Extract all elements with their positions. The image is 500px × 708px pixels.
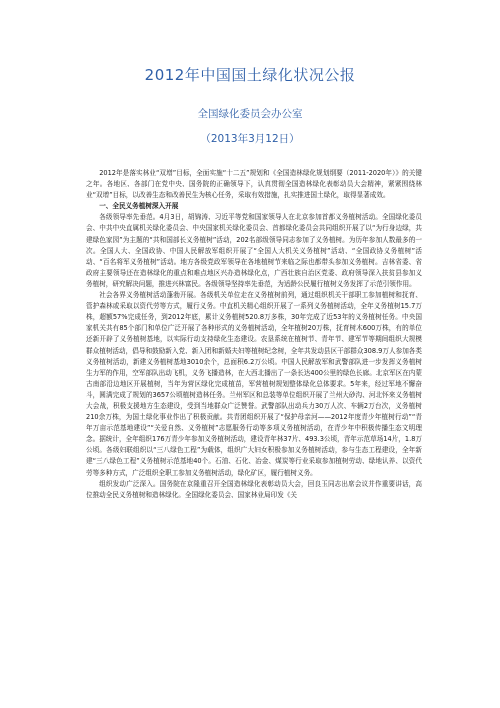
section-heading: 一、全民义务植树深入开展 <box>99 202 179 211</box>
paragraph: 组织发动广泛深入。国务院在京隆重召开全国造林绿化表彰动员大会，回良玉同志出席会议并作重要讲话，高位推动全民义务植树和造林绿化。全国绿化委员会、国家林业局印发《关 <box>86 479 422 499</box>
document-title: 2012年中国国土绿化状况公报 <box>144 66 356 84</box>
document-body <box>86 168 422 501</box>
document-date: （2013年3月12日） <box>200 133 300 145</box>
paragraph: 各级领导率先垂范。4月3日，胡锦涛、习近平等党和国家领导人在北京参加首都义务植树活动。全国绿化委员会、中共中央直属机关绿化委员会、中央国家机关绿化委员会、首都绿化委员会共同组织开展了以“为行身边绿，共建绿色家园”为主题的“共和国部长义务植树”活动，202名部级领导同志参加了义务植树。为历年参加人数最多的一次。全国人大、全国政协、中国人民解放军组织开展了“全国人大机关义务植树”活动、“全国政协义务植树”活动、“百名将军义务植树”活动。地方各级党政军领导在各地植树节来临之际也都带头参加义务植树。吉林省委、省政府主要领导还在造林绿化的重点和难点地区兴办造林绿化点，广西壮族自治区党委、政府领导深入扶贫县参加义务植树，研究解决问题，推进兴林富民。各级领导坚持率先垂范，为适龄公民履行植树义务发挥了示范引领作用。 <box>86 213 422 288</box>
document-issuer: 全国绿化委员会办公室 <box>197 108 303 120</box>
paragraph: 社会各界义务植树活动蓬勃开展。各级机关单位走在义务植树前列，通过组织机关干部职工参加植树和抚育、管护森林或采取以资代劳等方式，履行义务。中直机关精心组织开展了一系列义务植树活动，全年义务植树15.7万株，超额57%完成任务，到2012年底，累计义务植树520.8万多株，30年完成了近53年的义务植树任务。中央国家机关共有85个部门和单位广泛开展了各种形式的义务植树活动，全年植树20万株，抚育树木600万株，有的单位还新开辟了义务植树基地，以实际行动支持绿化生态建设。农垦系统在植树节、青年节、建军节等期间组织大规模群众植树活动，倡导和鼓励新入党、新入团和新婚夫妇等植树纪念树，全年共发动县区干部群众308.9万人参加各类义务植树活动，新建义务植树基地3010余个，总面积6.2万公顷。中国人民解放军和武警部队进一步发挥义务植树生力军的作用，空军部队出动飞机，义务飞播造林，在大西北播出了一条长达400公里的绿色长廊。北京军区在内蒙古南部沿边地区开展植树，当年为营区绿化完成植苗，军营植树规划整体绿化总体要求。5年来，经过军地不懈奋斗，圆满完成了规划的3657公顷植树造林任务。兰州军区和总装等单位组织开展了兰州大砂沟、河北怀来义务植树大会战，积极支援地方生态建设，受到当地群众广泛赞誉。武警部队出动兵力30万人次、车辆2万台次，义务植树210余万株，为国土绿化事业作出了积极贡献。共青团组织开展了“保护母亲河——2012年度青少年植树行动”“青年万亩示范基地建设”“关爱自然、义务植树”志愿服务行动等多项义务植树活动，在青少年中积极传播生态文明理念。据统计，全年组织176万青少年参加义务植树活动，建设青年林37片、493.3公顷，青年示范草场14片，1.8万公顷。各级妇联组织以“三八绿色工程”为载体，组织广大妇女积极参加义务植树活动，参与生态工程建设，全年新建“三八绿色工程”义务植树示范基地40个。石油、石化、冶金、煤炭等行业采取参加植树劳动、绿地认养、以资代劳等多种方式，广泛组织全职工参加义务植树活动，绿化矿区，履行植树义务。 <box>86 291 422 477</box>
intro-paragraph: 2012年是落实林业“双增”目标，全面实施“十二五”规划和《全国造林绿化规划纲要（2011-2020年）》的关键之年。各地区、各部门在党中央、国务院的正确领导下，认真贯彻全国造林绿化表彰动员大会精神，紧紧围绕林业“双增”目标，以改善生态和改善民生为核心任务，采取有效措施，扎实推进国土绿化，取得显著成效。 <box>86 169 422 200</box>
